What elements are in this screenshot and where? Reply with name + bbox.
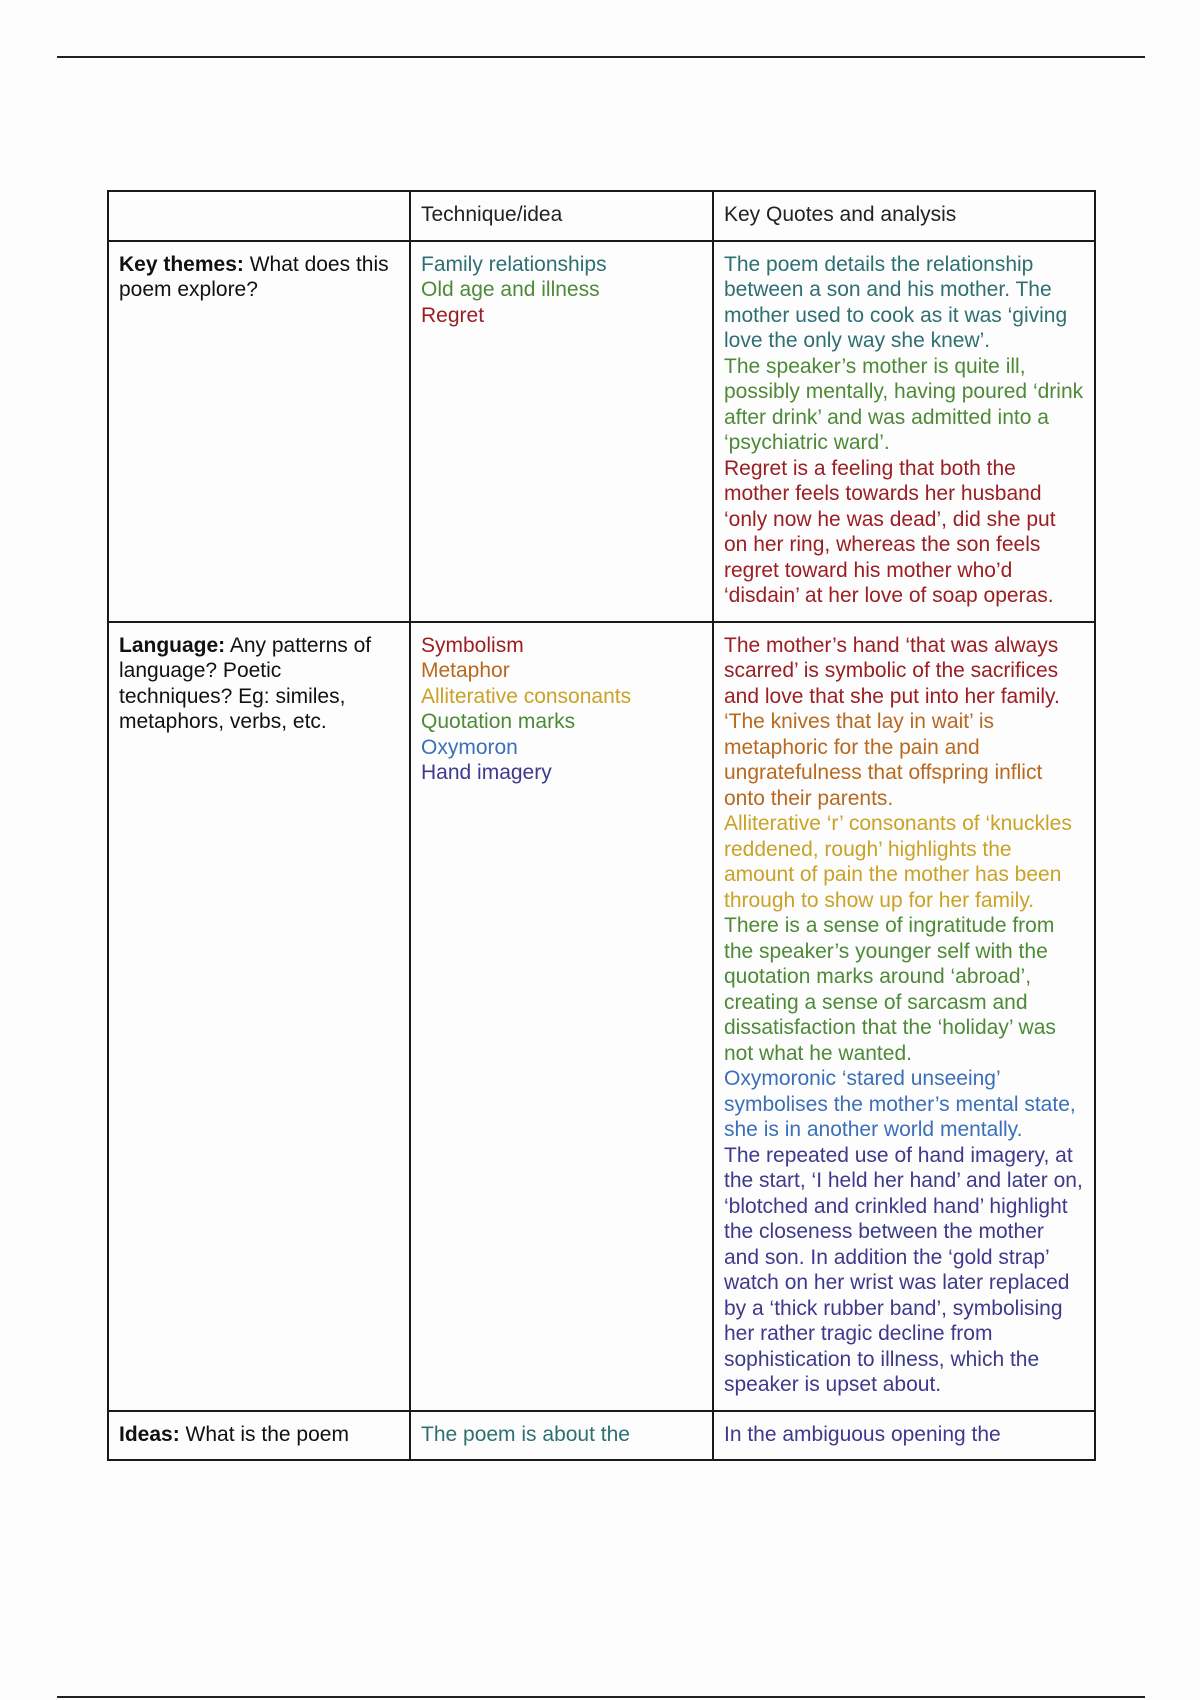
technique-item: Old age and illness [421,278,600,301]
technique-item: Hand imagery [421,761,552,784]
row-label-text: Any patterns of language? Poetic techniques? Eg: similes, metaphors, verbs, etc. [119,633,372,733]
analysis-paragraph: There is a sense of ingratitude from the speaker’s younger self with the quotation marks around ‘abroad’, creating a sense of sarcasm and dissatisfaction that the ‘holiday’ was not what he wanted. [724,914,1056,1065]
row-label [108,1411,410,1461]
technique-item: Regret [421,303,485,327]
row-label-text: What is the poem [179,1422,349,1446]
row-label-text: What does this poem explore? [119,252,389,301]
analysis-paragraph: The mother’s hand ‘that was always scarred’ is symbolic of the sacrifices and love that she put into her family. [724,633,1060,708]
technique-item: Oxymoron [421,735,518,759]
technique-item: Alliterative consonants [421,684,632,708]
analysis-paragraph: The poem details the relationship between a son and his mother. The mother used to cook as it was ‘giving love the only way she knew’. [724,252,1068,352]
header-cell-blank [108,191,410,241]
technique-item: Symbolism [421,633,524,657]
analysis-paragraph: Regret is a feeling that both the mother feels towards her husband ‘only now he was dead’, did she put on her ring, whereas the son feels regret toward his mother who’d ‘disdain’ at her love of soap operas. [724,456,1056,607]
analysis-cell [713,241,1095,622]
top-rule [57,56,1145,58]
technique-cell [410,622,713,1411]
analysis-paragraph: Alliterative ‘r’ consonants of ‘knuckles reddened, rough’ highlights the amount of pain the mother has been through to show up for her family. [724,812,1072,912]
analysis-paragraph: ‘The knives that lay in wait’ is metaphoric for the pain and ungratefulness that offspring inflict onto their parents. [724,710,1043,810]
bottom-rule [57,1696,1145,1698]
row-ideas [108,1411,1095,1461]
header-cell-technique: Technique/idea [410,191,713,241]
table-header-row [108,191,1095,241]
poem-analysis-table [107,190,1096,1461]
technique-item: Metaphor [421,659,510,682]
row-label [108,241,410,622]
row-label-bold: Ideas: [119,1422,180,1446]
technique-cell [410,241,713,622]
row-label [108,622,410,1411]
analysis-paragraph: In the ambiguous opening the [724,1422,1001,1446]
analysis-cell [713,1411,1095,1461]
row-label-bold: Language: [119,633,226,657]
technique-cell [410,1411,713,1461]
analysis-paragraph: The speaker’s mother is quite ill, possibly mentally, having poured ‘drink after drink’ and was admitted into a ‘psychiatric ward’. [724,354,1084,454]
analysis-cell [713,622,1095,1411]
row-language [108,622,1095,1411]
technique-item: Quotation marks [421,710,576,733]
row-key-themes [108,241,1095,622]
technique-item: Family relationships [421,252,607,276]
header-cell-quotes: Key Quotes and analysis [713,191,1095,241]
analysis-paragraph: The repeated use of hand imagery, at the start, ‘I held her hand’ and later on, ‘blotched and crinkled hand’ highlight the closeness between the mother and son. In addition the ‘gold strap’ watch on her wrist was later replaced by a ‘thick rubber band’, symbolising her rather tragic decline from sophistication to illness, which the speaker is upset about. [724,1143,1083,1396]
technique-item: The poem is about the [421,1422,630,1446]
row-label-bold: Key themes: [119,252,244,276]
analysis-paragraph: Oxymoronic ‘stared unseeing’ symbolises the mother’s mental state, she is in another world mentally. [724,1067,1076,1141]
